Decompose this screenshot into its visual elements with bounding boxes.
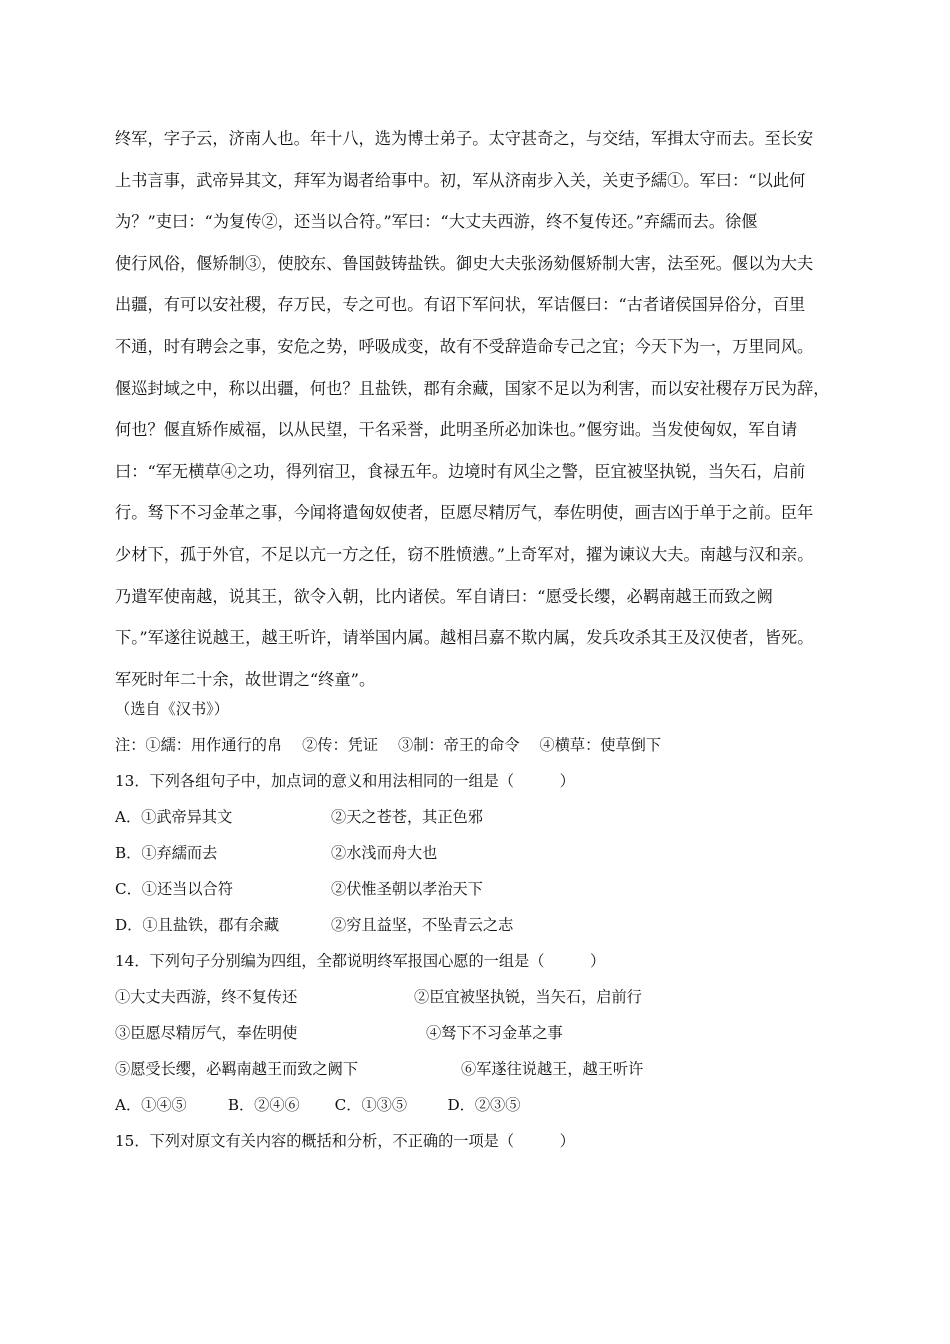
passage-line: 曰：“军无横草④之功，得列宿卫，食禄五年。边境时有风尘之警，臣宜被坚执锐，当矢石，启前	[115, 461, 806, 481]
passage-source: （选自《汉书》）	[115, 700, 229, 718]
question-14-stem: 14．下列句子分别编为四组，全都说明终军报国心愿的一组是（ ）	[115, 952, 606, 970]
question-13-option-a	[115, 805, 845, 829]
option-sentence-2: ②水浅而舟大也	[331, 844, 438, 862]
question-15-stem: 15．下列对原文有关内容的概括和分析，不正确的一项是（ ）	[115, 1132, 575, 1150]
option-sentence-1: B．①弃繻而去	[115, 844, 218, 862]
passage-line: 上书言事，武帝异其文，拜军为谒者给事中。初，军从济南步入关，关吏予繻①。军曰：“以此何	[115, 170, 806, 190]
passage-line: 终军，字子云，济南人也。年十八，选为博士弟子。太守甚奇之，与交结，军揖太守而去。至长安	[115, 129, 814, 148]
question-13-stem: 13．下列各组句子中，加点词的意义和用法相同的一组是（ ）	[115, 772, 575, 790]
passage-line: 行。驽下不习金革之事，今闻将遣匈奴使者，臣愿尽精厉气，奉佐明使，画吉凶于单于之前。臣年	[115, 503, 814, 523]
option-sentence-1: C．①还当以合符	[115, 880, 233, 898]
numbered-sentence: ②臣宜被坚执锐，当矢石，启前行	[414, 988, 642, 1006]
choice-d: D．②③⑤	[447, 1096, 521, 1114]
classical-passage	[115, 118, 840, 700]
option-sentence-2: ②天之苍苍，其正色邪	[331, 808, 483, 826]
numbered-sentence: ⑤愿受长缨，必羁南越王而致之阙下	[115, 1060, 358, 1078]
passage-line: 少材下，孤于外官，不足以亢一方之任，窃不胜愤懑。”上奇军对，擢为谏议大夫。南越与汉和亲。	[115, 544, 814, 564]
option-sentence-1: D．①且盐铁，郡有余藏	[115, 916, 280, 934]
question-14-choices	[115, 1093, 845, 1117]
passage-line: 何也？偃直矫作威福，以从民望，干名采誉，此明圣所必加诛也。”偃穷诎。当发使匈奴，军自请	[115, 420, 798, 440]
passage-line: 为？”吏曰：“为复传②，还当以合符。”军曰：“大丈夫西游，终不复传还。”弃繻而去。徐偃	[115, 212, 758, 232]
choice-a: A．①④⑤	[115, 1096, 187, 1114]
numbered-sentence: ①大丈夫西游，终不复传还	[115, 988, 298, 1006]
question-13-option-d	[115, 913, 845, 937]
question-13-option-c	[115, 877, 845, 901]
numbered-sentence: ④驽下不习金革之事	[426, 1024, 563, 1042]
passage-line: 偃巡封域之中，称以出疆，何也？且盐铁，郡有余藏，国家不足以为利害，而以安社稷存万民为辞，	[115, 378, 830, 398]
question-14-items-row	[115, 1021, 845, 1045]
question-14-items-row	[115, 1057, 845, 1081]
question-14-items-row	[115, 985, 845, 1009]
passage-line: 下。”军遂往说越王，越王听许，请举国内属。越相吕嘉不欺内属，发兵攻杀其王及汉使者，皆死。	[115, 628, 814, 648]
choice-b: B．②④⑥	[227, 1096, 300, 1114]
passage-line: 使行风俗，偃矫制③，使胶东、鲁国鼓铸盐铁。御史大夫张汤劾偃矫制大害，法至死。偃以为大夫	[115, 253, 814, 273]
question-13-option-b	[115, 841, 845, 865]
passage-line: 乃遣军使南越，说其王，欲令入朝，比内诸侯。军自请曰：“愿受长缨，必羁南越王而致之阙	[115, 586, 773, 606]
option-sentence-2: ②伏惟圣朝以孝治天下	[331, 880, 483, 898]
option-sentence-1: A．①武帝异其文	[115, 808, 233, 826]
passage-line: 不通，时有聘会之事，安危之势，呼吸成变，故有不受辞造命专己之宜；今天下为一，万里同风。	[115, 336, 814, 356]
passage-line: 军死时年二十余，故世谓之“终童”。	[115, 669, 376, 689]
option-sentence-2: ②穷且益坚，不坠青云之志	[331, 916, 514, 934]
choice-c: C．①③⑤	[334, 1096, 408, 1114]
passage-line: 出疆，有可以安社稷，存万民，专之可也。有诏下军问状，军诘偃曰：“古者诸侯国异俗分，百里	[115, 295, 806, 315]
passage-notes: 注：①繻：用作通行的帛 ②传：凭证 ③制：帝王的命令 ④横草：使草倒下	[115, 736, 662, 754]
numbered-sentence: ⑥军遂往说越王，越王听许	[461, 1060, 644, 1078]
numbered-sentence: ③臣愿尽精厉气，奉佐明使	[115, 1024, 298, 1042]
